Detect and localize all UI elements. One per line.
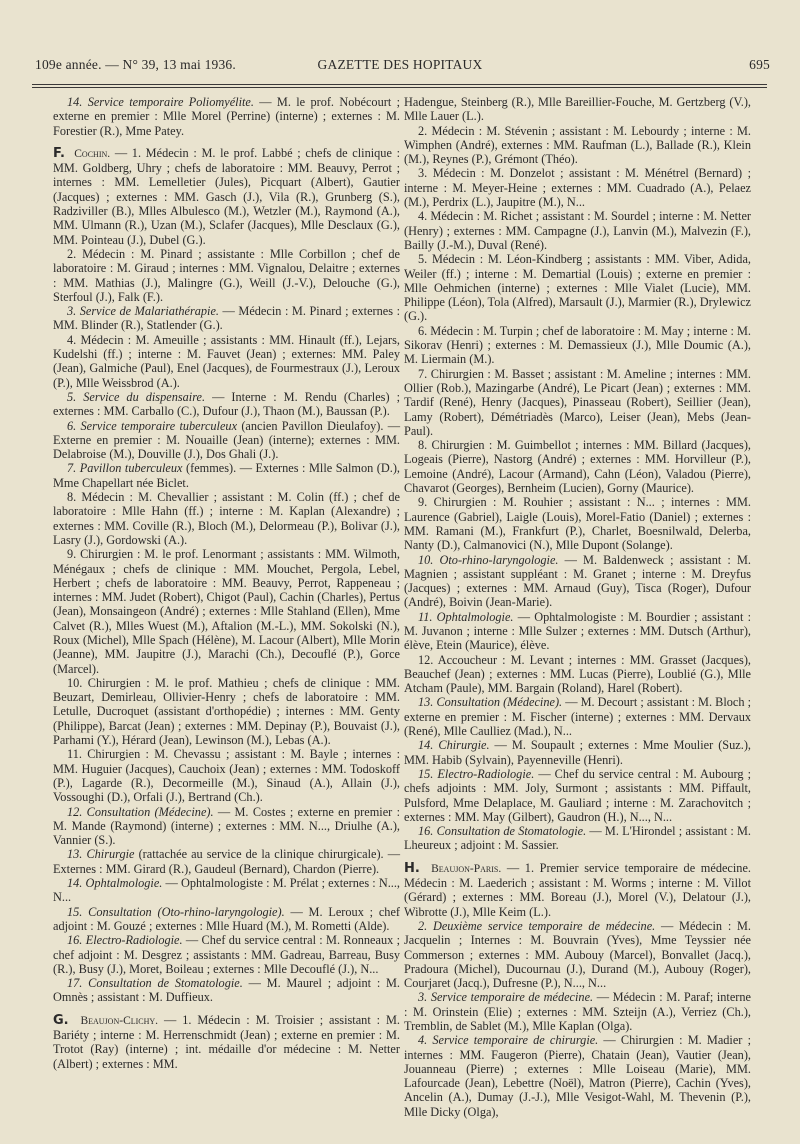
issue-info: 109e année. — N° 39, 13 mai 1936. — [35, 57, 236, 72]
paragraph-text: — Chef du service central : M. Ronneaux ; chef adjoint : M. Desgrez ; assistants : MM. Gadreau, Barreau, Busy (R.), Busy (J.), Moret, Boileau ; externes : Mlle Decouflé (J.), N... — [53, 933, 400, 976]
journal-title: GAZETTE DES HOPITAUX — [317, 57, 483, 72]
service-title: 13. Consultation (Médecine). — [418, 695, 563, 710]
paragraph-text: — M. Soupault ; externes : Mme Moulier (Suz.), MM. Habib (Sylvain), Payenneville (Henri). — [404, 738, 751, 767]
section-letter: H. — [404, 860, 420, 876]
paragraph-text: — Interne : M. Rendu (Charles) ; externes : MM. Carballo (C.), Dufour (J.), Thaon (M.), Baussan (P.). — [53, 389, 400, 419]
service-paragraph — [53, 461, 400, 490]
section-hospital-name: Beaujon-Paris. — [431, 862, 502, 875]
service-paragraph — [53, 547, 400, 676]
service-paragraph — [53, 304, 400, 333]
service-paragraph — [404, 252, 751, 323]
paragraph-text: (ancien Pavillon Dieulafoy). — Externe en premier : M. Nouaille (Jean) (interne); externes : MM. Delabroise (M.), Douville (J.), Dos Ghali (J.). — [53, 418, 401, 462]
service-title: 13. Chirurgie — [67, 847, 135, 862]
paragraph-text: — M. L'Hirondel ; assistant : M. Lheureux ; adjoint : M. Sassier. — [404, 824, 751, 853]
service-paragraph — [53, 247, 400, 304]
section-letter: G. — [53, 1012, 69, 1028]
service-paragraph — [53, 390, 400, 419]
service-title: 16. Consultation de Stomatologie. — [418, 824, 587, 839]
service-paragraph — [404, 438, 751, 495]
paragraph-text: — M. le prof. Nobécourt ; externe en premier : Mlle Morel (Perrine) (interne) ; externes : M. Forestier (R.), Mme Patey. — [53, 95, 400, 138]
paragraph-text: — Médecin : M. Pinard ; externes : MM. Blinder (R.), Statlender (G.). — [53, 304, 400, 333]
service-title: 14. Service temporaire Poliomyélite. — [67, 95, 254, 109]
paragraph-text: — Ophtalmologiste : M. Bourdier ; assistant : M. Juvanon ; interne : Mlle Sulzer ; externes : MM. Dutsch (Arthur), élève, Etein (Maurice), élève. — [404, 609, 751, 653]
service-paragraph — [404, 610, 751, 653]
service-paragraph — [404, 695, 751, 738]
service-paragraph — [404, 738, 751, 767]
service-paragraph — [404, 367, 751, 438]
service-title: 3. Service de Malariathérapie. — [67, 304, 219, 319]
service-title: 16. Electro-Radiologie. — [67, 933, 183, 948]
section-paragraph — [53, 146, 400, 247]
service-paragraph — [404, 653, 751, 696]
service-paragraph — [53, 933, 400, 976]
service-paragraph — [404, 324, 751, 367]
paragraph-text: — 1. Médecin : M. Troisier ; assistant : M. Bariéty ; interne : M. Herrenschmidt (Jean) ; externe en premier : M. Trotot (Ray) (interne) ; int. médaille d'or médecine : M. Netter (Albert) ; externes : MM. — [53, 1012, 400, 1071]
service-title: 15. Consultation (Oto-rhino-laryngologie). — [67, 904, 285, 919]
service-title: 7. Pavillon tuberculeux — [67, 461, 183, 476]
paragraph-text: 10. Chirurgien : M. le prof. Mathieu ; chefs de clinique : MM. Beuzart, Demirleau, Ollivier-Henry ; chefs de laboratoire : MM. Letulle, Ducroquet (assistant d'orthopédie) ; internes : MM. Genty (Philippe), Barcat (Jean) ; externes : MM. Depinay (P.), Bouvaist (J.), Parhami (Y.), Hérard (Jean), Lewinson (M.), Lebas (A.). — [53, 675, 400, 748]
paragraph-text: Hadengue, Steinberg (R.), Mlle Bareillier-Fouche, M. Gertzberg (V.), Mlle Lauer (L.). — [404, 95, 751, 124]
paragraph-text: — 1. Premier service temporaire de médecine. Médecin : M. Laederich ; assistant : M. Worms ; interne : M. Villot (Gérard) ; externes : MM. Boreau (J.), Morel (V.), Delatour (J.), Wibrotte (J.), Mlle Keim (L.). — [404, 860, 751, 919]
service-paragraph — [53, 805, 400, 848]
service-paragraph — [404, 495, 751, 552]
service-paragraph — [53, 333, 400, 390]
section-paragraph — [404, 861, 751, 919]
service-paragraph — [404, 990, 751, 1033]
paragraph-text: 7. Chirurgien : M. Basset ; assistant : M. Ameline ; internes : MM. Ollier (Rob.), Mazingarbe (André), Le Picart (Jean) ; externes : MM. Tardif (René), Henry (Jacques), Pinasseau (Robert), Seillier (Jean), Lamy (Robert), Démétriadès (Marco), Leiser (Jean), Mebs (Jean-Paul). — [404, 366, 751, 438]
service-title: 6. Service temporaire tuberculeux — [67, 418, 238, 433]
service-paragraph — [53, 419, 400, 462]
paragraph-text: — Chef du service central : M. Aubourg ; chefs adjoints : MM. Joly, Surmont ; assistants : MM. Piffault, Pulsford, Mme Delaplace, M. Gauliard ; interne : M. Zarachovitch ; externes : MM. May (Gilbert), Gaudron (H.), N..., N... — [404, 766, 751, 824]
paragraph-text: 11. Chirurgien : M. Chevassu ; assistant : M. Bayle ; internes : MM. Huguier (Jacques), Cauchoix (Jean) ; externes : MM. Todoskoff (P.), Lagarde (R.), Decormeille (M.), Sinaud (A.), Allain (J.), Vossoughi (D.), Orfali (J.), Bertrand (Ch.). — [53, 747, 400, 805]
service-title: 3. Service temporaire de médecine. — [418, 990, 594, 1005]
header-rule-thin — [32, 87, 767, 88]
paragraph-text: — Ophtalmologiste : M. Prélat ; externes : N..., N... — [53, 876, 401, 905]
paragraph-text: 12. Accoucheur : M. Levant ; internes : MM. Grasset (Jacques), Beauchef (Jean) ; externes : MM. Lucas (Pierre), Loublié (G.), Mlle Atcham (Paule), MM. Bargain (Roland), Harel (Robert). — [404, 652, 751, 696]
service-paragraph — [404, 824, 751, 853]
service-paragraph — [53, 95, 400, 138]
paragraph-text: 2. Médecin : M. Pinard ; assistante : Mlle Corbillon ; chef de laboratoire : M. Giraud ; internes : MM. Vignalou, Delaitre ; externes : MM. Mathias (J.), Malingre (G.), Weill (J.-V.), Delouche (G.), Sterfoul (J.), Falk (F.). — [53, 246, 400, 304]
service-paragraph — [53, 976, 400, 1005]
service-paragraph — [53, 747, 400, 804]
service-paragraph — [404, 553, 751, 610]
service-paragraph — [53, 876, 400, 905]
paragraph-text: 8. Chirurgien : M. Guimbellot ; internes : MM. Billard (Jacques), Logeais (Pierre), Nastorg (André) ; externes : MM. Horvilleur (P.), Lemoine (André), Lacour (Armand), Cahn (Léon), Valadou (Pierre), Chavarot (Georges), Bernheim (Lucien), Gorny (Maurice). — [404, 438, 751, 496]
service-paragraph — [404, 919, 751, 990]
paragraph-text: 5. Médecin : M. Léon-Kindberg ; assistants : MM. Viber, Adida, Weiler (ff.) ; interne : M. Demartial (Louis) ; externe en premier : Mlle Oehmichen (interne) ; externes : Mlle Vialet (Lucie), MM. Philippe (Léon), Tola (Alfred), Marsault (J.), Marmier (R.), Drylewicz (G.). — [404, 252, 751, 324]
paragraph-text: 9. Chirurgien : M. Rouhier ; assistant : N... ; internes : MM. Laurence (Gabriel), Laigle (Louis), Morel-Fatio (Daniel) ; externes : MM. Ramani (M.), Frankfurt (P.), Charlet, Boesnilwald, Delerba, Nanty (D.), Calmanovici (N.), Mlle Dupont (Solange). — [404, 495, 751, 553]
continued-paragraph — [404, 95, 751, 124]
service-title: 4. Service temporaire de chirurgie. — [418, 1033, 599, 1048]
service-title: 12. Consultation (Médecine). — [67, 804, 214, 819]
service-paragraph — [53, 847, 400, 876]
section-paragraph — [53, 1013, 400, 1071]
paragraph-text: — M. Leroux ; chef adjoint : M. Gouzé ; externes : Mlle Huard (M.), M. Rometti (Alde). — [53, 904, 401, 933]
service-paragraph — [404, 767, 751, 824]
service-title: 2. Deuxième service temporaire de médecine. — [418, 918, 656, 933]
page-number: 695 — [749, 57, 770, 72]
service-paragraph — [404, 209, 751, 252]
paragraph-text: 3. Médecin : M. Donzelot ; assistant : M. Ménétrel (Bernard) ; interne : M. Meyer-Heine ; externes : MM. Cuadrado (A.), Pelaez (M.), Perdrix (L.), Jaupitre (M.), N... — [404, 166, 751, 210]
service-paragraph — [404, 1033, 751, 1119]
paragraph-text: — M. Decourt ; assistant : M. Bloch ; externe en premier : M. Fischer (interne) ; externes : MM. Dervaux (René), Mlle Caulliez (Mad.), N... — [404, 695, 752, 739]
header-rule — [32, 84, 767, 85]
paragraph-text: — M. Costes ; externe en premier : M. Mande (Raymond) (interne) ; externes : MM. N..., Driulhe (A.), Vannier (S.). — [53, 804, 400, 848]
paragraph-text: 6. Médecin : M. Turpin ; chef de laboratoire : M. May ; interne : M. Sikorav (Henri) ; externes : M. Demassieux (J.), Mlle Doumic (A.), M. Liermain (M.). — [404, 323, 751, 367]
service-title: 17. Consultation de Stomatologie. — [67, 976, 243, 991]
paragraph-text: — Médecin : M. Paraf; interne : M. Orinstein (Elie) ; externes : MM. Szteijn (A.), Verriez (Ch.), Tremblin, de Sablet (M.), Mlle Kaplan (Olga). — [404, 990, 751, 1033]
paragraph-text: (rattachée au service de la clinique chirurgicale). — Externes : MM. Girard (R.), Gaudeul (Bernard), Chardon (Pierre). — [53, 847, 400, 876]
service-title: 11. Ophtalmologie. — [418, 609, 514, 624]
paragraph-text: — M. Baldenweck ; assistant : M. Magnien ; assistant suppléant : M. Granet ; interne : M. Dreyfus (Jacques) ; externes : MM. Arnaud (Guy), Tisca (Roger), Dufour (André), Boivin (Jean-Marie). — [404, 552, 751, 610]
paragraph-text: 9. Chirurgien : M. le prof. Lenormant ; assistants : MM. Wilmoth, Ménégaux ; chefs de clinique : MM. Mouchet, Pergola, Lebel, Herbert ; chefs de laboratoire : MM. Beauvy, Perrot, Rappeneau ; internes : MM. Judet (Robert), Chigot (Paul), Cachin (Charles), Pertus (Jean), Monsaingeon (André) ; externes : Mlle Stahland (Ellen), Mme Calvet (R.), Mlles Wuest (M.), Aftalion (M.-L.), MM. Sokolski (N.), Roux (Michel), Mlle Spach (Hélène), M. Lacour (Albert), Mlle Morin (Jeanne), MM. Jaupitre (J.), Marachi (Ch.), Decouflé (P.), Gorce (Marcel). — [53, 547, 400, 676]
section-hospital-name: Beaujon-Clichy. — [80, 1014, 159, 1027]
service-title: 10. Oto-rhino-laryngologie. — [418, 552, 559, 567]
service-paragraph — [404, 124, 751, 167]
paragraph-text: 8. Médecin : M. Chevallier ; assistant : M. Colin (ff.) ; chef de laboratoire : Mlle Hahn (ff.) ; interne : M. Kaplan (Alexandre) ; externes : MM. Coville (R.), Bloch (M.), Delormeau (P.), Bolivar (J.), Lasry (J.), Gordowski (A.). — [53, 490, 400, 547]
service-title: 15. Electro-Radiologie. — [418, 766, 535, 781]
paragraph-text: — Médecin : M. Jacquelin ; Internes : M. Bouvrain (Yves), Mme Teyssier née Commerson ; externes : MM. Aubouy (Marcel), Bonvallet (Jacq.), Pradoura (Michel), Ducournau (J.), Durand (M.), Aubouy (Roger), Courjaret (Jacq.), Dufresne (P.), N..., N... — [404, 918, 751, 991]
service-paragraph — [53, 490, 400, 547]
service-title: 14. Chirurgie. — [418, 738, 490, 753]
right-column — [404, 95, 751, 1119]
paragraph-text: 2. Médecin : M. Stévenin ; assistant : M. Lebourdy ; interne : M. Wimphen (André), externes : MM. Raufman (L.), Ballade (R.), Klein (M.), Reynes (P.), Grémont (Théo). — [404, 123, 751, 167]
section-hospital-name: Cochin. — [74, 147, 111, 160]
paragraph-text: — M. Maurel ; adjoint : M. Omnès ; assistant : M. Duffieux. — [53, 976, 401, 1005]
paragraph-text: 4. Médecin : M. Ameuille ; assistants : MM. Hinault (ff.), Lejars, Kudelshi (ff.) ; interne : M. Fauvet (Jean) ; externes: MM. Paley (Jean), Galmiche (Paul), Enel (Jacques), de Fourmestraux (J.), Leroux (P.), Mlle Weissbrod (A.). — [53, 332, 400, 390]
paragraph-text: — 1. Médecin : M. le prof. Labbé ; chefs de clinique : MM. Goldberg, Uhry ; chefs de laboratoire : MM. Beauvy, Perrot ; internes : MM. Lemelletier (Jules), Picquart (Albert), Gautier (Jacques) ; externes : MM. Gasch (J.), Vila (R.), Grunberg (S.), Radziviller (B.), Mlles Albulesco (M.), Wetzler (M.), Raymond (A.), MM. Ulmann (R.), Uzan (M.), Sclafer (Jacques), Mlle Desclaux (G.), MM. Pointeau (J.), Dubel (G.). — [53, 145, 400, 247]
service-paragraph — [404, 166, 751, 209]
left-column — [53, 95, 400, 1071]
service-title: 14. Ophtalmologie. — [67, 876, 163, 891]
service-paragraph — [53, 905, 400, 934]
paragraph-text: 4. Médecin : M. Richet ; assistant : M. Sourdel ; interne : M. Netter (Henry) ; externes : MM. Campagne (J.), Lanvin (M.), Malvezin (F.), Bailly (J.-M.), Duval (René). — [404, 209, 751, 252]
section-letter: F. — [53, 145, 65, 161]
paragraph-text: (femmes). — Externes : Mlle Salmon (D.), Mme Chapellart née Biclet. — [53, 461, 401, 490]
paragraph-text: — Chirurgien : M. Madier ; internes : MM. Faugeron (Pierre), Chatain (Jean), Vautier (Jean), Jouanneau (Pierre) ; externes : Mlle Loiseau (Marie), MM. Lafourcade (Jean), Lebettre (Noël), Matron (Pierre), Cachin (Yves), Ancelin (A.), Dumay (J.-J.), Mlle Vesigot-Wahl, M. Thevenin (P.), Mlle Dicky (Olga), — [404, 1033, 751, 1119]
service-title: 5. Service du dispensaire. — [67, 389, 206, 404]
running-header — [30, 57, 770, 79]
service-paragraph — [53, 676, 400, 747]
